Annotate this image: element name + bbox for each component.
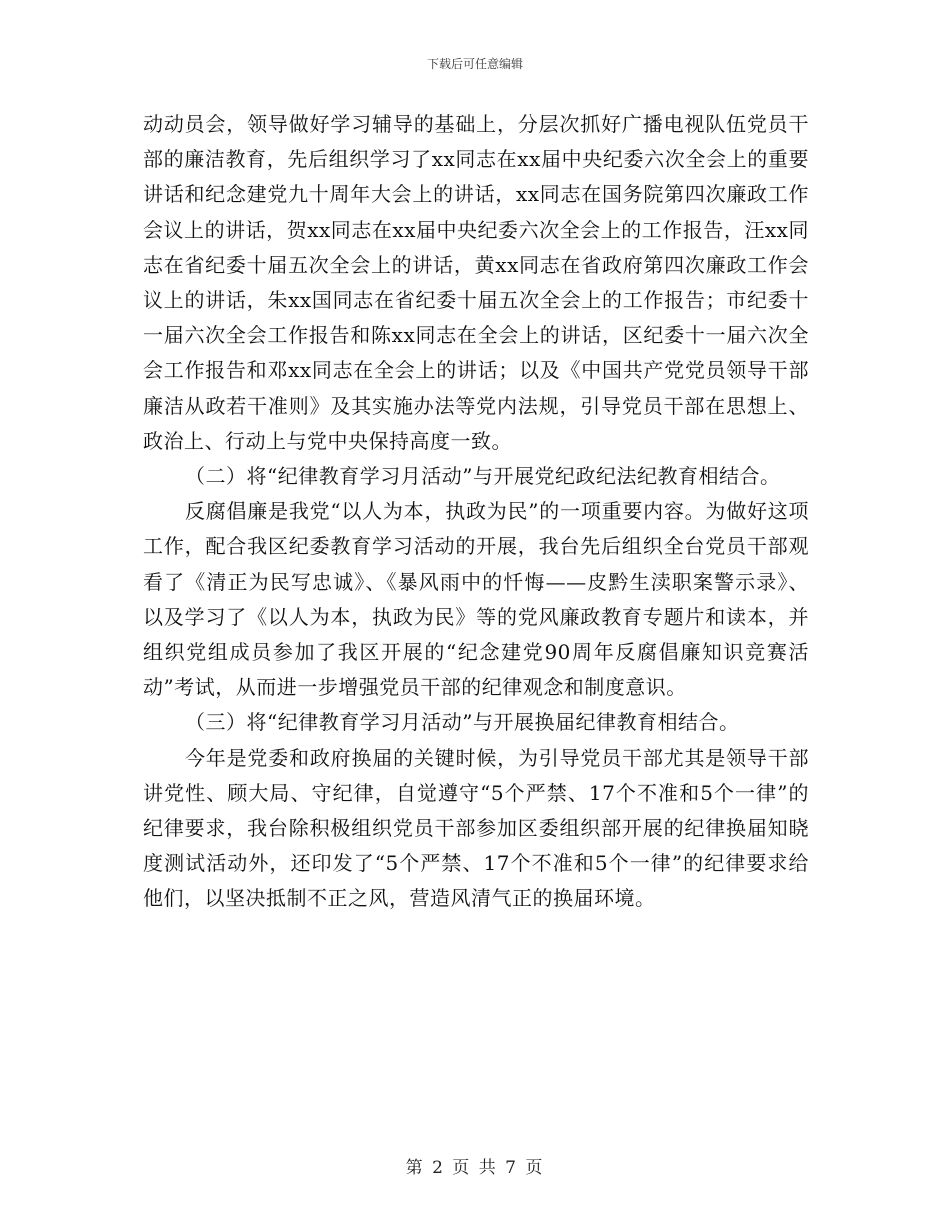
page-number: 第 2 页 共 7 页 <box>405 1158 545 1178</box>
section-heading-3: （三）将“纪律教育学习月活动”与开展换届纪律教育相结合。 <box>185 710 740 735</box>
paragraph: 反腐倡廉是我党“以人为本，执政为民”的一项重要内容。为做好这项工作，配合我区纪委教育学习活动的开展，我台先后组织全台党员干部观看了《清正为民写忠诚》、《暴风雨中的忏悔——皮黔生渎职案警示录》、以及学习了《以人为本，执政为民》等的党风廉政教育专题片和读本，并组织党组成员参加了我区开展的“纪念建党90周年反腐倡廉知识竞赛活动”考试，从而进一步增强党员干部的纪律观念和制度意识。 <box>143 499 809 700</box>
section-heading-2: （二）将“纪律教育学习月活动”与开展党纪政纪法纪教育相结合。 <box>185 464 781 489</box>
header-note: 下载后可任意编辑 <box>426 57 523 71</box>
paragraph: 今年是党委和政府换届的关键时候，为引导党员干部尤其是领导干部讲党性、顾大局、守纪律，自觉遵守“5个严禁、17个不准和5个一律”的纪律要求，我台除积极组织党员干部参加区委组织部开展的纪律换届知晓度测试活动外，还印发了“5个严禁、17个不准和5个一律”的纪律要求给他们，以坚决抵制不正之风，营造风清气正的换届环境。 <box>143 745 809 911</box>
document-body <box>143 107 809 917</box>
paragraph-continuation: 动动员会，领导做好学习辅导的基础上，分层次抓好广播电视队伍党员干部的廉洁教育，先后组织学习了xx同志在xx届中央纪委六次全会上的重要讲话和纪念建党九十周年大会上的讲话，xx同志在国务院第四次廉政工作会议上的讲话，贺xx同志在xx届中央纪委六次全会上的工作报告，汪xx同志在省纪委十届五次全会上的讲话，黄xx同志在省政府第四次廉政工作会议上的讲话，朱xx国同志在省纪委十届五次全会上的工作报告；市纪委十一届六次全会工作报告和陈xx同志在全会上的讲话，区纪委十一届六次全会工作报告和邓xx同志在全会上的讲话；以及《中国共产党党员领导干部廉洁从政若干准则》及其实施办法等党内法规，引导党员干部在思想上、政治上、行动上与党中央保持高度一致。 <box>143 112 809 453</box>
